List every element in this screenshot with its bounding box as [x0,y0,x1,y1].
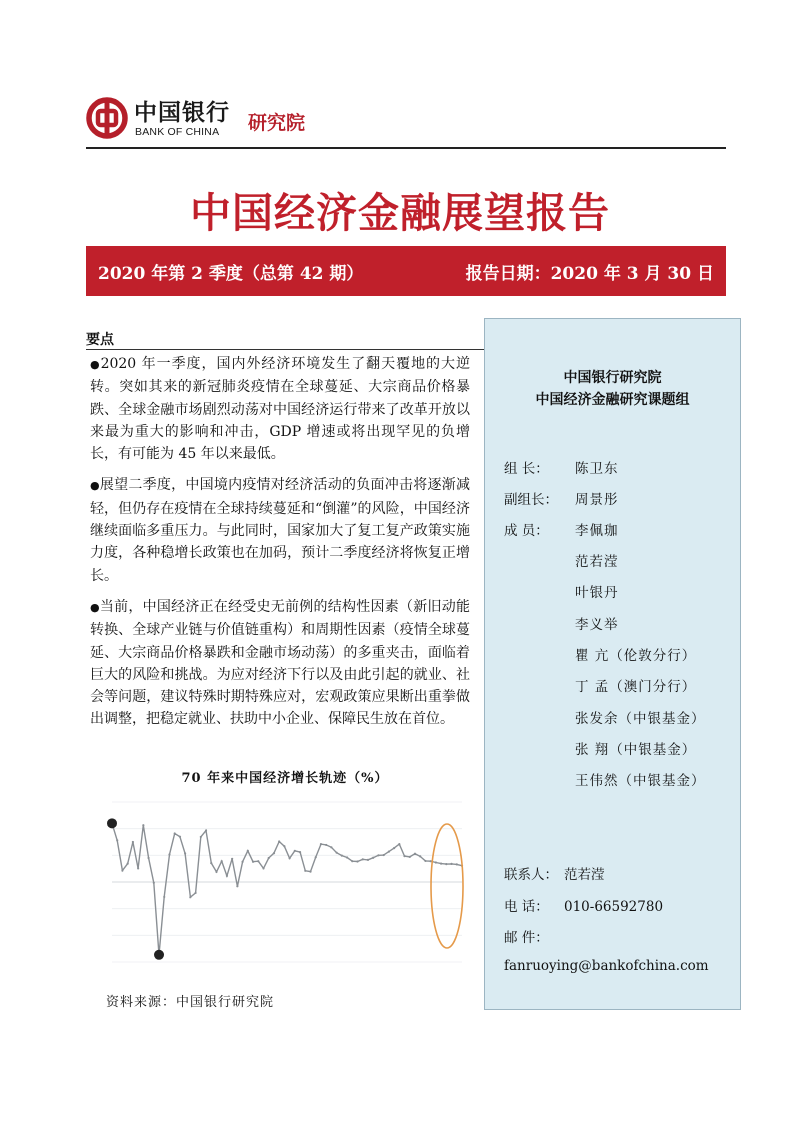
data-point [383,854,385,856]
data-point [341,855,343,857]
member-row [504,707,706,727]
data-point [168,853,170,855]
data-point [184,852,186,854]
member-row [504,675,696,695]
data-point [403,855,405,857]
panel-organization: 中国银行研究院 [563,370,662,386]
member-row [504,457,619,477]
data-point [226,875,228,877]
data-point [377,854,379,856]
data-point [289,857,291,859]
issue-number: 2020 年第 2 季度（总第 42 期） [98,264,364,284]
member-role: 成 员： [504,523,549,539]
data-point [189,896,191,898]
contact-person: 范若滢 [564,867,605,883]
member-row [504,769,706,789]
member-name: 范若滢 [575,554,619,570]
bank-of-china-logo [86,97,128,139]
data-point [132,841,134,843]
data-point [372,857,374,859]
data-point [121,869,123,871]
data-point [241,861,243,863]
data-point [414,853,416,855]
member-row [504,488,619,508]
data-point [116,839,118,841]
member-row [504,550,619,570]
member-role: 副组长： [504,492,558,508]
data-point [221,860,223,862]
data-point [440,863,442,865]
key-point-item: ●当前，中国经济正在经受史无前例的结构性因素（新旧动能转换、全球产业链与价值链重构）和周期性因素（疫情全球蔓延、大宗商品价格暴跌和金融市场动荡）的多重夹击，面临着巨大的风险和挑战。为应对经济下行以及由此引起的就业、社会等问题，建议特殊时期特殊应对，宏观政策应果断出重拳做出调整，把稳定就业、扶助中小企业、保障民生放在首位。 [90,598,471,728]
data-point [309,871,311,873]
data-point [336,852,338,854]
data-point [273,852,275,854]
member-row [504,644,696,664]
data-point [163,896,165,898]
brand-name-english: BANK OF CHINA [135,126,220,138]
data-point [409,856,411,858]
data-point [315,856,317,858]
gdp-growth-chart [90,790,470,980]
key-point-item: ●展望二季度，中国境内疫情对经济活动的负面冲击将逐渐减轻，但仍存在疫情在全球持续蔓延和“倒灌”的风险，中国经济继续面临多重压力。与此同时，国家加大了复工复产政策实施力度，各种稳增长政策也在加码，预计二季度经济将恢复正增长。 [90,477,471,584]
data-point [268,857,270,859]
data-point [200,836,202,838]
chart-source: 资料来源：中国银行研究院 [106,995,275,1010]
data-point [320,843,322,845]
report-title: 中国经济金融展望报告 [190,189,610,237]
data-point [153,882,155,884]
key-points-list [90,353,470,740]
member-name: 叶银丹 [575,585,619,601]
key-point-item: ●2020 年一季度，国内外经济环境发生了翻天覆地的大逆转。突如其来的新冠肺炎疫情在全球蔓延、大宗商品价格暴跌、全球金融市场剧烈动荡对中国经济运行带来了改革开放以来最为重大的影响和冲击，GDP 增速或将出现罕见的负增长，有可能为 45 年以来最低。 [90,356,470,463]
contact-email: fanruoying@bankofchina.com [504,958,709,974]
data-point [231,858,233,860]
bullet-icon: ● [90,358,101,371]
data-point [450,863,452,865]
member-name: 张发余（中银基金） [575,711,706,727]
contact-person-row [504,863,605,883]
member-name: 陈卫东 [575,461,619,477]
data-point [142,824,144,826]
bullet-icon: ● [90,479,100,493]
data-point [236,885,238,887]
data-point [299,851,301,853]
data-point [388,851,390,853]
data-point [294,850,296,852]
data-point [367,859,369,861]
contact-phone-row [504,895,663,915]
member-name: 张 翔（中银基金） [575,742,697,758]
data-point [127,863,129,865]
data-point [424,860,426,862]
data-point [262,867,264,869]
data-point [247,850,249,852]
contact-phone-label: 电 话： [504,899,549,915]
contact-email-row [504,926,564,946]
data-point [356,860,358,862]
data-point [210,862,212,864]
data-point [252,861,254,863]
member-row [504,738,696,758]
contact-person-label: 联系人： [504,867,558,883]
contact-email-label: 邮 件： [504,930,549,946]
member-name: 李佩珈 [575,523,619,539]
data-point [398,843,400,845]
report-date: 报告日期：2020 年 3 月 30 日 [465,264,714,284]
highlight-ellipse [431,824,463,948]
data-point [283,845,285,847]
data-point [205,829,207,831]
member-name: 李义举 [575,617,619,633]
member-name: 王伟然（中银基金） [575,773,706,789]
data-point [174,832,176,834]
data-point [346,856,348,858]
data-point [445,863,447,865]
member-name: 周景彤 [575,492,619,508]
panel-research-group: 中国经济金融研究课题组 [535,392,690,408]
contact-phone: 010-66592780 [564,899,664,915]
member-row [504,519,619,539]
contact-email-value-row [504,958,709,974]
extreme-point-marker [154,950,164,960]
research-team-panel [484,318,741,1010]
data-point [257,860,259,862]
institute-label: 研究院 [248,112,306,134]
data-point [278,840,280,842]
data-point [325,844,327,846]
key-points-divider [86,349,484,350]
issue-banner [86,246,726,296]
member-row [504,613,619,633]
key-points-heading: 要点 [86,332,114,348]
data-point [179,836,181,838]
data-point [351,860,353,862]
extreme-point-marker [107,818,117,828]
bullet-icon: ● [90,600,100,614]
data-point [194,892,196,894]
data-point [393,847,395,849]
member-name: 丁 孟（澳门分行） [575,679,697,695]
member-name: 瞿 亢（伦敦分行） [575,648,697,664]
data-point [137,867,139,869]
data-point [330,846,332,848]
data-point [304,870,306,872]
header-divider [86,147,726,149]
data-point [147,857,149,859]
member-role: 组 长： [504,461,549,477]
data-point [435,861,437,863]
data-point [215,871,217,873]
data-point [419,855,421,857]
data-point [456,863,458,865]
chart-grid [112,802,462,962]
brand-name-chinese: 中国银行 [134,99,230,126]
chart-title: 70 年来中国经济增长轨迹（%） [181,771,389,786]
member-row [504,581,619,601]
data-point [362,858,364,860]
